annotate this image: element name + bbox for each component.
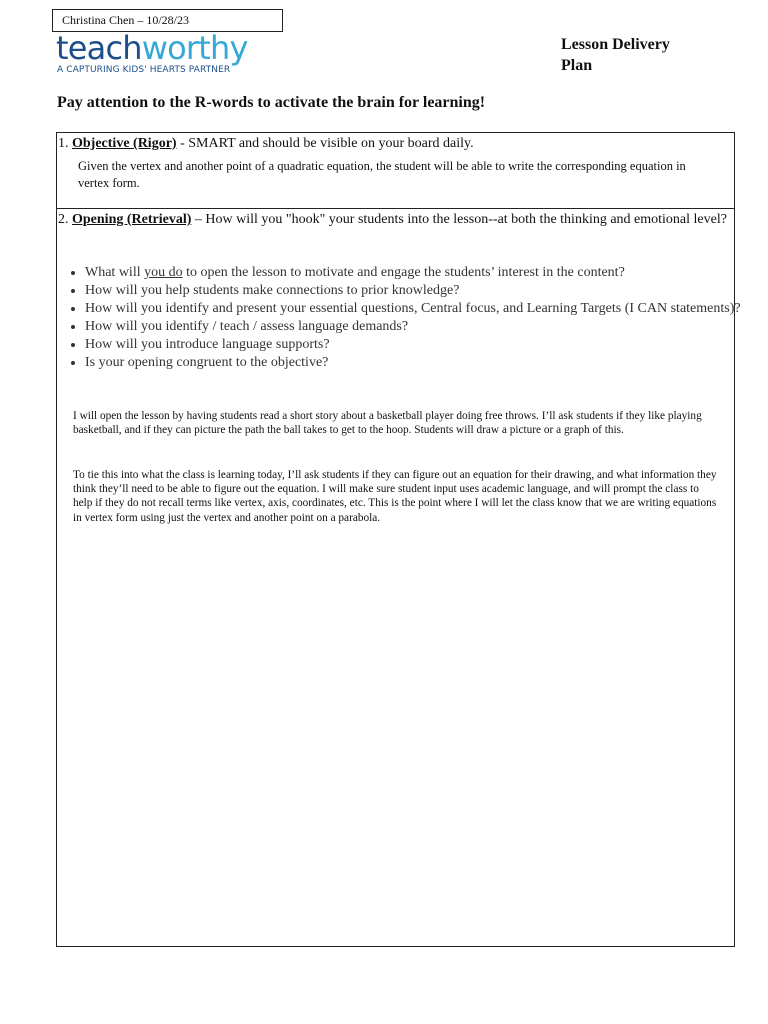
teachworthy-logo xyxy=(56,29,256,78)
list-item: • How will you help students make connections to prior knowledge? xyxy=(85,282,745,300)
list-item: • How will you identify and present your essential questions, Central focus, and Learning Targets (I CAN statements)? xyxy=(85,300,745,318)
page-headline: Pay attention to the R-words to activate the brain for learning! xyxy=(57,94,486,111)
opening-subtitle: – How will you "hook" your students into the lesson--at both the thinking and emotional level? xyxy=(191,212,727,227)
logo-tagline: A CAPTURING KIDS' HEARTS PARTNER xyxy=(57,65,231,75)
author-date-text: Christina Chen – 10/28/23 xyxy=(62,13,189,27)
opening-heading xyxy=(58,211,728,229)
objective-number: 1. xyxy=(58,136,69,151)
objective-text: Given the vertex and another point of a quadratic equation, the student will be able to write the corresponding equation in vertex form. xyxy=(78,159,686,190)
opening-number: 2. xyxy=(58,212,69,227)
opening-response-paragraph-2: To tie this into what the class is learning today, I’ll ask students if they can figure out an equation for their drawing, and what information they think they’ll need to be able to figure out the equation. I will make sure student input uses academic language, and will prompt the class to help if they do not recall terms like vertex, axis, coordinates, etc. This is the point where I will let the class know that we are writing equations in vertex form using just the vertex and another point on a parabola. xyxy=(73,469,717,524)
logo-word-worthy: worthy xyxy=(141,29,248,67)
logo-word-teach: teach xyxy=(56,29,142,67)
logo-wordmark xyxy=(56,30,248,66)
document-title-line1: Lesson Delivery xyxy=(561,36,670,53)
list-item: • What will you do to open the lesson to motivate and engage the students’ interest in the content? xyxy=(85,264,745,282)
objective-title: Objective (Rigor) xyxy=(72,136,177,151)
list-item: • Is your opening congruent to the objective? xyxy=(85,354,745,372)
opening-section xyxy=(57,209,741,946)
list-item: • How will you introduce language supports? xyxy=(85,336,745,354)
objective-subtitle: - SMART and should be visible on your board daily. xyxy=(176,136,474,151)
opening-questions-list xyxy=(67,264,745,372)
opening-response-paragraph-1: I will open the lesson by having students read a short story about a basketball player doing free throws. I’ll ask students if they like playing basketball, and if they can picture the path the ball takes to get to the hoop. Students will draw a picture or a graph of this. xyxy=(73,410,702,437)
objective-section xyxy=(57,133,734,209)
list-item: • How will you identify / teach / assess language demands? xyxy=(85,318,745,336)
opening-title: Opening (Retrieval) xyxy=(72,212,192,227)
lesson-plan-frame xyxy=(56,132,741,947)
objective-heading xyxy=(58,135,728,153)
document-title-line2: Plan xyxy=(561,57,593,74)
document-title xyxy=(561,34,721,76)
